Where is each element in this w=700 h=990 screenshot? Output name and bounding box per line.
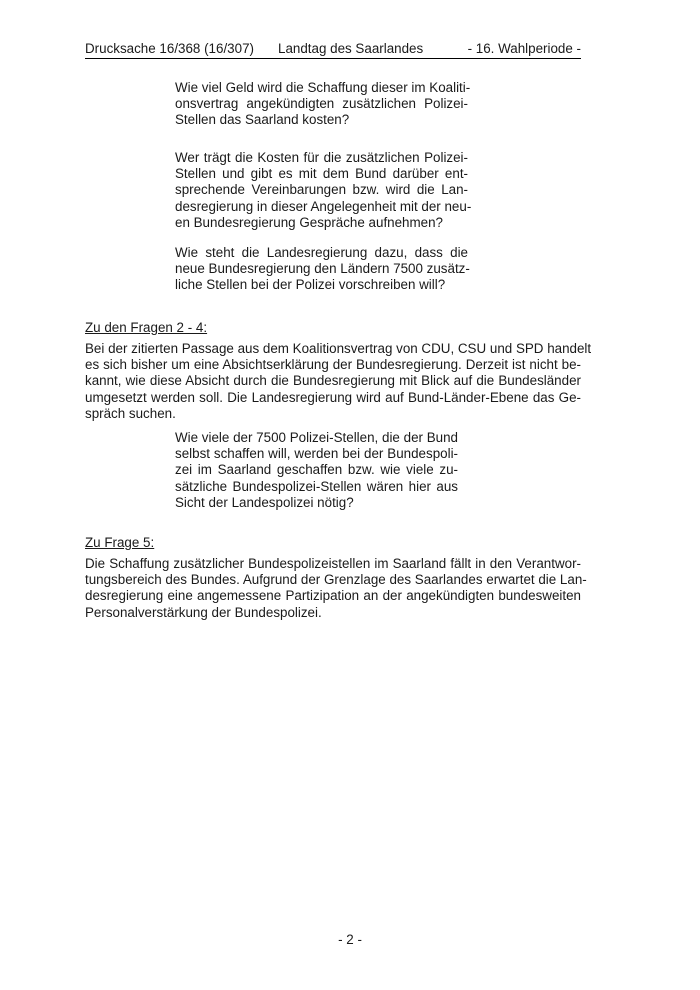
text-line: tungsbereich des Bundes. Aufgrund der Grenzlage des Saarlandes erwartet die Lan- — [85, 572, 587, 588]
text-line: neue Bundesregierung den Ländern 7500 zusätz- — [175, 261, 470, 277]
text-line: Personalverstärkung der Bundespolizei. — [85, 604, 322, 620]
text-line: Wie viel Geld wird die Schaffung dieser im Koaliti- — [175, 80, 471, 95]
text-line: Die Schaffung zusätzlicher Bundespolizeistellen im Saarland fällt in den Verantwor- — [85, 556, 581, 571]
text-line: desregierung in dieser Angelegenheit mit der neu- — [175, 198, 472, 214]
text-line: sprechende Vereinbarungen bzw. wird die Lan- — [175, 182, 468, 198]
text-line: Sicht der Landespolizei nötig? — [175, 494, 354, 510]
page-header — [85, 38, 581, 59]
answer-5-text — [85, 556, 587, 621]
text-line: Wie viele der 7500 Polizei-Stellen, die der Bund — [175, 430, 458, 445]
answer-2-4-text — [85, 341, 592, 422]
text-line: es sich bisher um eine Absichtserklärung der Bundesregierung. Derzeit ist nicht be- — [85, 357, 581, 373]
question-2 — [175, 80, 471, 129]
text-line: desregierung eine angemessene Partizipation an der angekündigten bundesweiten — [85, 588, 581, 604]
text-line: Bei der zitierten Passage aus dem Koalitionsvertrag von CDU, CSU und SPD handelt — [85, 341, 592, 356]
text-line: selbst schaffen will, werden bei der Bundespoli- — [175, 446, 458, 462]
document-number: Drucksache 16/368 (16/307) — [85, 41, 254, 56]
parliament-name: Landtag des Saarlandes — [278, 41, 424, 56]
text-line: en Bundesregierung Gespräche aufnehmen? — [175, 214, 444, 230]
text-line: onsvertrag angekündigten zusätzlichen Polizei- — [175, 96, 468, 112]
question-4 — [175, 245, 468, 294]
text-line: zei im Saarland geschaffen bzw. wie viele zu- — [175, 462, 458, 478]
text-line: kannt, wie diese Absicht durch die Bundesregierung mit Blick auf die Bundesländer — [85, 373, 581, 389]
legislative-period: - 16. Wahlperiode - — [467, 41, 581, 56]
page-number: - 2 - — [338, 932, 362, 947]
text-line: Stellen das Saarland kosten? — [175, 112, 350, 128]
question-5 — [175, 430, 458, 511]
question-3 — [175, 150, 472, 231]
answer-5-heading: Zu Frage 5: — [85, 535, 155, 550]
text-line: Stellen und gibt es mit dem Bund darüber ent- — [175, 166, 468, 182]
text-line: spräch suchen. — [85, 405, 176, 421]
text-line: liche Stellen bei der Polizei vorschreiben will? — [175, 277, 446, 293]
text-line: umgesetzt werden soll. Die Landesregierung wird auf Bund-Länder-Ebene das Ge- — [85, 389, 581, 405]
text-line: Wer trägt die Kosten für die zusätzlichen Polizei- — [175, 150, 468, 165]
text-line: sätzliche Bundespolizei-Stellen wären hier aus — [175, 478, 458, 494]
text-line: Wie steht die Landesregierung dazu, dass die — [175, 245, 468, 260]
answer-2-4-heading: Zu den Fragen 2 - 4: — [85, 320, 208, 335]
